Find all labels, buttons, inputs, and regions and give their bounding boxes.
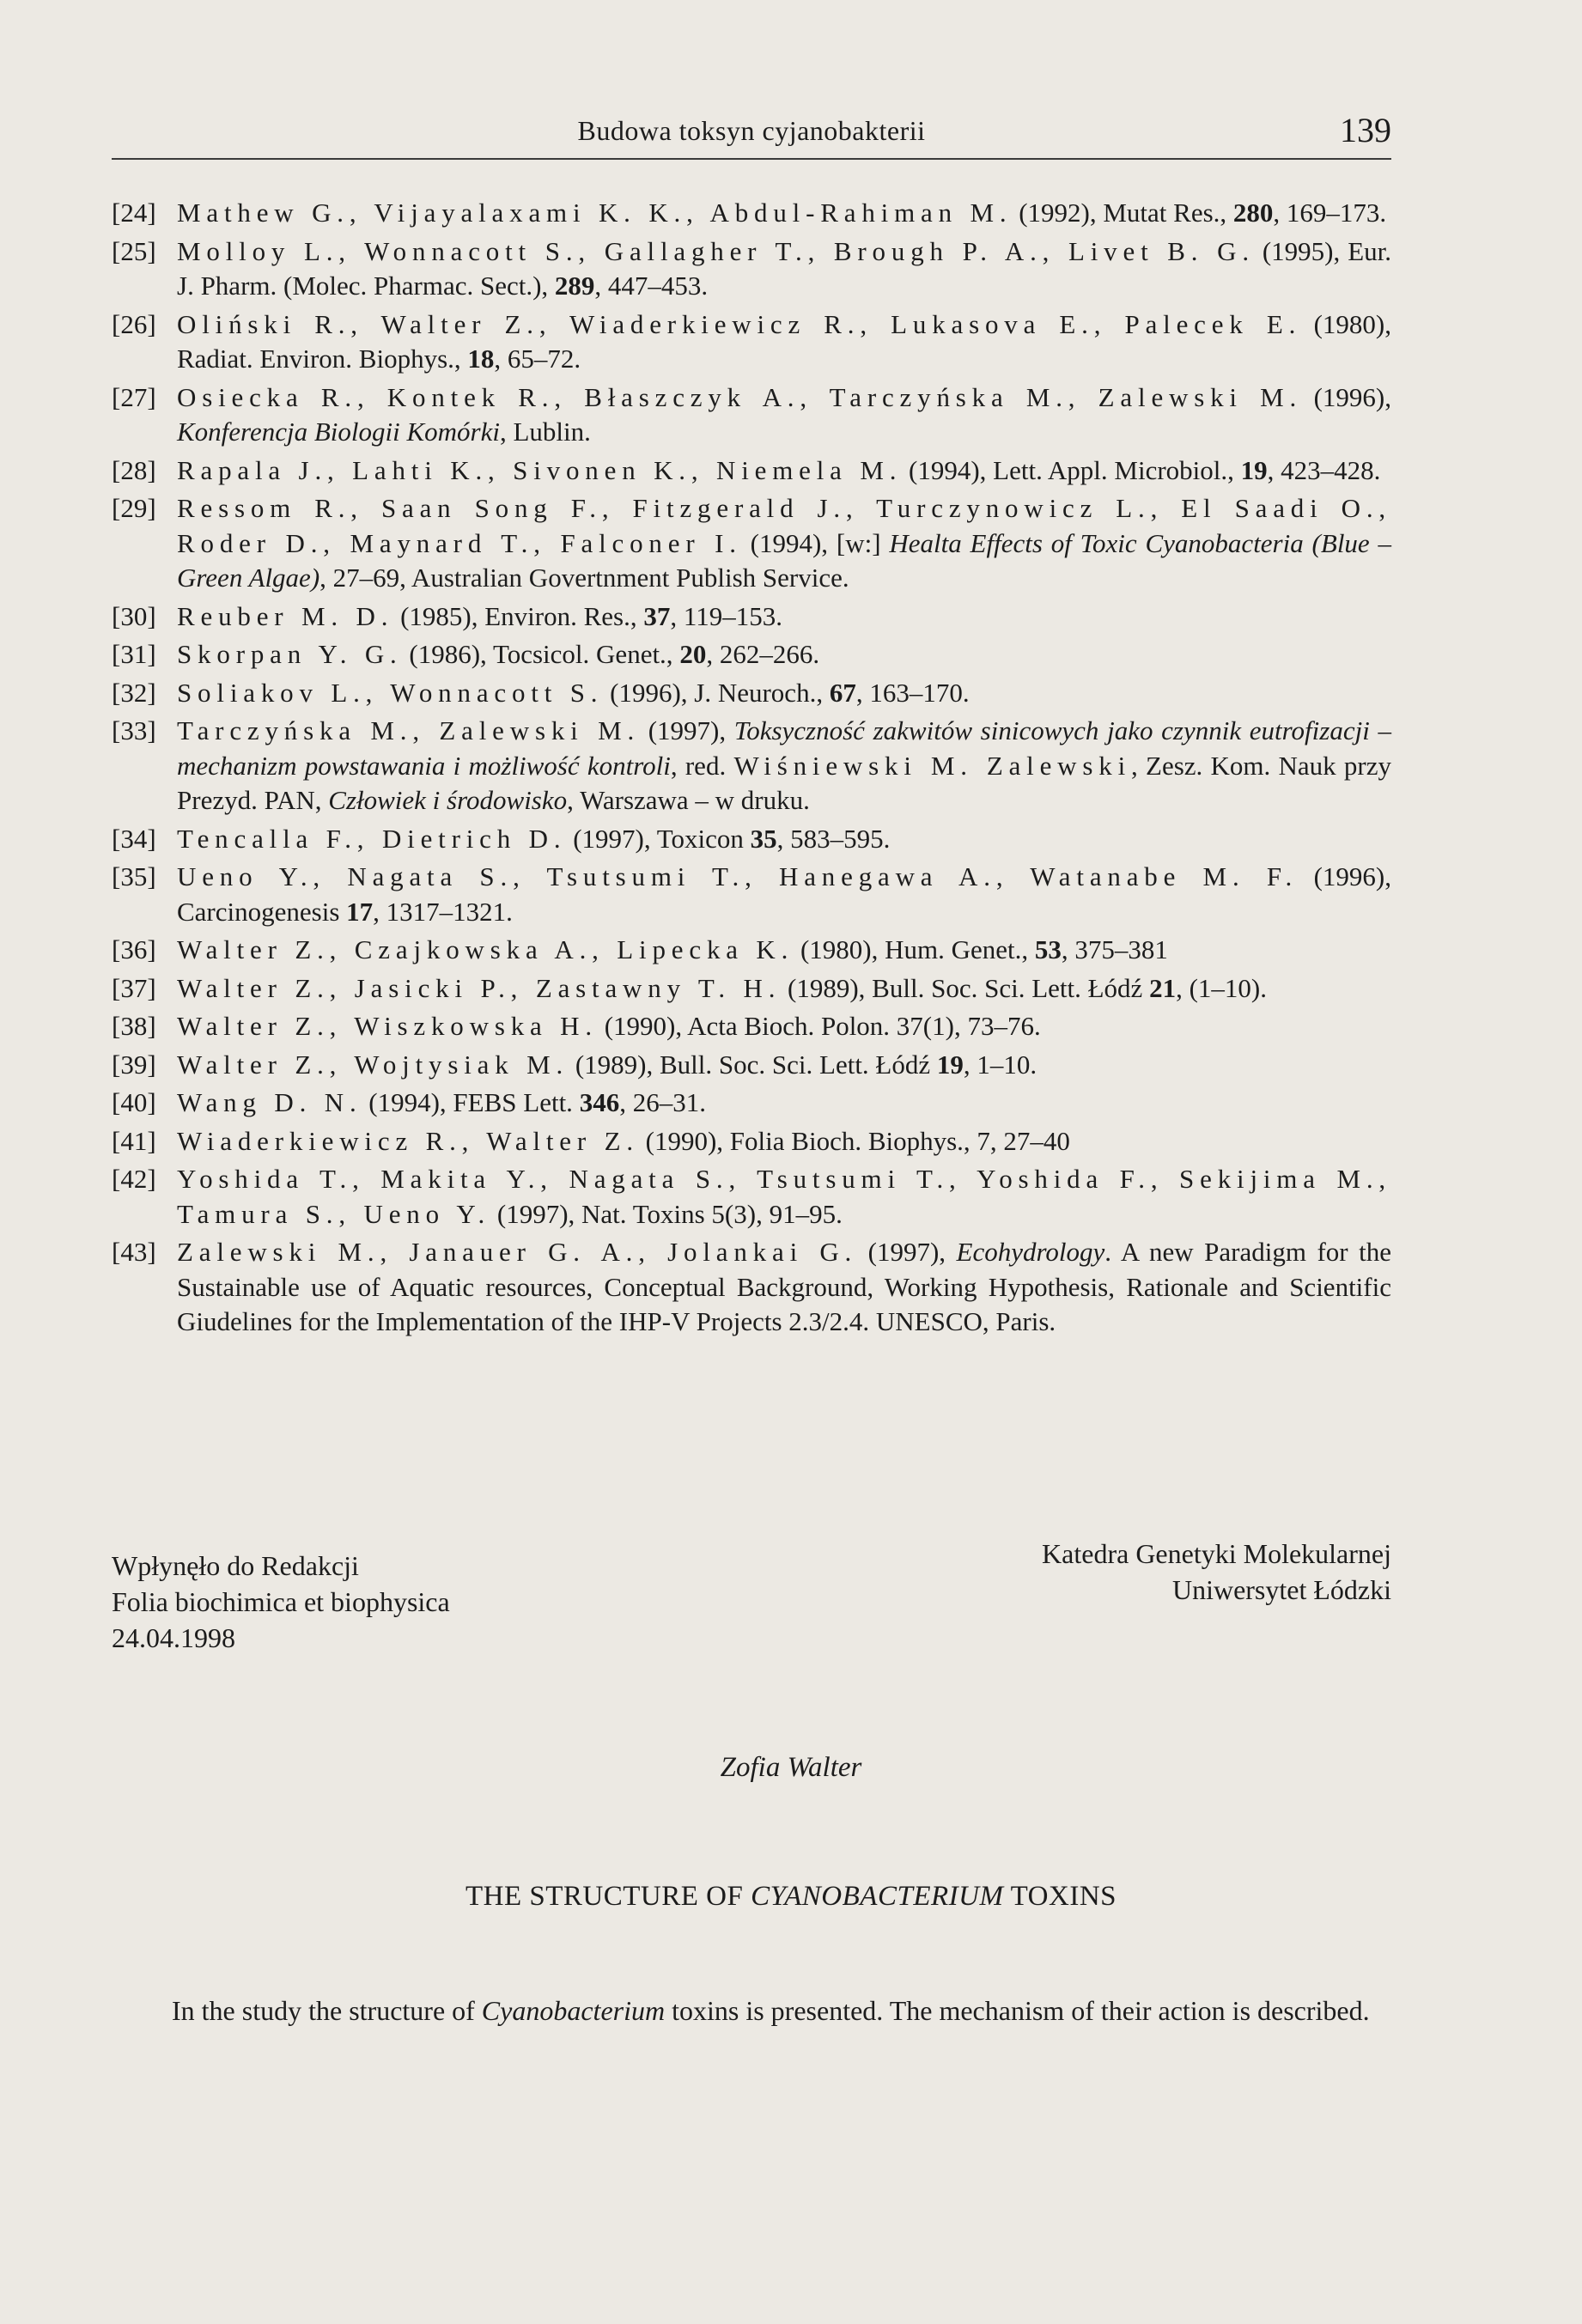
- reference-item: [112, 599, 1391, 635]
- reference-volume: 280: [1232, 198, 1274, 228]
- reference-number: [29]: [112, 493, 156, 523]
- reference-number: [42]: [112, 1164, 156, 1194]
- abstract-after: toxins is presented. The mechanism of their action is described.: [665, 1995, 1370, 2026]
- reference-text: , 119–153.: [670, 600, 782, 631]
- reference-item: [112, 933, 1391, 968]
- reference-text: , 423–428.: [1267, 454, 1381, 485]
- reference-number: [27]: [112, 381, 156, 412]
- reference-authors: Walter Z., Jasicki P., Zastawny T. H.: [177, 972, 782, 1003]
- author-name: Zofia Walter: [720, 1752, 862, 1783]
- reference-number: [39]: [112, 1049, 156, 1080]
- reference-text: , 1317–1321.: [373, 896, 513, 927]
- reference-number: [30]: [112, 600, 156, 631]
- reference-volume: 53: [1034, 934, 1062, 964]
- reference-volume: 289: [554, 271, 595, 301]
- english-title: [0, 1881, 1582, 1913]
- english-title-before: THE STRUCTURE OF: [465, 1881, 751, 1912]
- reference-item: [112, 380, 1391, 450]
- reference-text: , 65–72.: [494, 344, 581, 374]
- reference-text: , Lublin.: [499, 417, 591, 447]
- reference-text: , 583–595.: [776, 823, 891, 854]
- reference-number: [40]: [112, 1087, 156, 1117]
- reference-authors: Molloy L., Wonnacott S., Gallagher T., Brough P. A., Livet B. G.: [177, 235, 1255, 266]
- reference-text: , 26–31.: [619, 1087, 706, 1117]
- reference-text: , 262–266.: [706, 639, 820, 669]
- reference-authors: Walter Z., Czajkowska A., Lipecka K.: [177, 934, 794, 964]
- reference-authors: Wiśniewski M. Zalewski: [733, 750, 1132, 781]
- reference-text: (1992), Mutat Res.,: [1012, 198, 1233, 228]
- reference-item: [112, 860, 1391, 929]
- reference-text: , 1–10.: [963, 1049, 1037, 1080]
- reference-item: [112, 234, 1391, 304]
- english-title-italic: CYANOBACTERIUM: [751, 1881, 1004, 1912]
- reference-item: [112, 1162, 1391, 1232]
- reference-volume: 20: [679, 639, 707, 669]
- university-line: Uniwersytet Łódzki: [1171, 1574, 1391, 1605]
- reference-volume: 17: [346, 896, 374, 927]
- reference-text: , 27–69, Australian Govertnment Publish Service.: [319, 563, 849, 593]
- reference-italic-title: Człowiek i środowisko: [328, 785, 568, 815]
- reference-authors: Ressom R., Saan Song F., Fitzgerald J., Turczynowicz L., El Saadi O., Roder D., Maynard T., Falconer I.: [177, 493, 1391, 558]
- reference-text: (1994), FEBS Lett.: [362, 1087, 580, 1117]
- reference-italic-title: Ecohydrology: [956, 1237, 1105, 1267]
- reference-text: , red.: [670, 750, 734, 781]
- reference-item: [112, 491, 1391, 596]
- received-note: [112, 1548, 450, 1656]
- reference-authors: Rapala J., Lahti K., Sivonen K., Niemela M.: [177, 454, 903, 485]
- reference-volume: 19: [936, 1049, 964, 1080]
- reference-authors: Yoshida T., Makita Y., Nagata S., Tsutsumi T., Yoshida F., Sekijima M., Tamura S., Ueno Y.: [177, 1164, 1391, 1229]
- reference-text: (1989), Bull. Soc. Sci. Lett. Łódź: [781, 972, 1150, 1003]
- reference-text: . A new Paradigm for the Sustainable use of Aquatic resources, Conceptual Background, Working Hypothesis, Rationale and Scientific Giudelines for the Implementation of the IHP-V Projects 2.3/2.4. UNESCO, Paris.: [177, 1237, 1391, 1336]
- reference-number: [38]: [112, 1011, 156, 1041]
- reference-item: [112, 676, 1391, 711]
- reference-item: [112, 1009, 1391, 1044]
- abstract-before: In the study the structure of: [172, 1995, 482, 2026]
- reference-authors: Reuber M. D.: [177, 600, 394, 631]
- reference-number: [33]: [112, 715, 156, 745]
- reference-number: [37]: [112, 972, 156, 1003]
- department-line: Katedra Genetyki Molekularnej: [1042, 1538, 1391, 1569]
- reference-authors: Ueno Y., Nagata S., Tsutsumi T., Hanegawa A., Watanabe M. F.: [177, 861, 1299, 891]
- reference-number: [31]: [112, 639, 156, 669]
- journal-line: Folia biochimica et biophysica: [112, 1586, 450, 1617]
- received-line: Wpłynęło do Redakcji: [112, 1550, 359, 1581]
- reference-number: [34]: [112, 823, 156, 854]
- reference-text: (1997), Nat. Toxins 5(3), 91–95.: [490, 1198, 843, 1229]
- reference-text: (1997),: [640, 715, 734, 745]
- received-date: 24.04.1998: [112, 1622, 235, 1653]
- abstract-italic: Cyanobacterium: [481, 1995, 666, 2026]
- reference-authors: Tencalla F., Dietrich D.: [177, 823, 567, 854]
- reference-number: [35]: [112, 861, 156, 891]
- reference-text: (1995), Eur. J. Pharm. (Molec. Pharmac. Sect.),: [177, 235, 1391, 301]
- reference-text: (1990), Acta Bioch. Polon. 37(1), 73–76.: [597, 1011, 1041, 1041]
- reference-authors: Wang D. N.: [177, 1087, 362, 1117]
- reference-text: , 447–453.: [594, 271, 709, 301]
- reference-authors: Osiecka R., Kontek R., Błaszczyk A., Tarczyńska M., Zalewski M.: [177, 381, 1303, 412]
- reference-number: [36]: [112, 934, 156, 964]
- abstract: [112, 1992, 1391, 2029]
- reference-authors: Walter Z., Wiszkowska H.: [177, 1011, 598, 1041]
- reference-text: (1994), Lett. Appl. Microbiol.,: [902, 454, 1241, 485]
- reference-authors: Zalewski M., Janauer G. A., Jolankai G.: [177, 1237, 858, 1267]
- reference-volume: 37: [643, 600, 671, 631]
- reference-text: , 169–173.: [1273, 198, 1387, 228]
- reference-volume: 35: [750, 823, 777, 854]
- reference-authors: Walter Z., Wojtysiak M.: [177, 1049, 569, 1080]
- reference-volume: 18: [467, 344, 495, 374]
- reference-volume: 346: [579, 1087, 620, 1117]
- reference-item: [112, 637, 1391, 672]
- reference-number: [24]: [112, 198, 156, 228]
- page-number: 139: [1340, 111, 1391, 149]
- reference-text: (1996), Carcinogenesis: [177, 861, 1391, 927]
- reference-number: [32]: [112, 677, 156, 708]
- reference-item: [112, 714, 1391, 818]
- reference-text: (1996), J. Neuroch.,: [603, 677, 830, 708]
- reference-text: (1990), Folia Bioch. Biophys., 7, 27–40: [638, 1125, 1070, 1156]
- reference-text: , Warszawa – w druku.: [567, 785, 810, 815]
- running-title: Budowa toksyn cyjanobakterii: [577, 115, 926, 146]
- reference-text: , 163–170.: [855, 677, 970, 708]
- reference-text: (1994), [w:]: [741, 527, 890, 558]
- reference-item: [112, 822, 1391, 857]
- reference-number: [41]: [112, 1125, 156, 1156]
- affiliation: [1042, 1536, 1391, 1608]
- reference-italic-title: Konferencja Biologii Komórki: [177, 417, 500, 447]
- reference-volume: 19: [1240, 454, 1268, 485]
- reference-text: (1985), Environ. Res.,: [393, 600, 644, 631]
- reference-authors: Skorpan Y. G.: [177, 639, 403, 669]
- reference-number: [43]: [112, 1237, 156, 1267]
- reference-italic-title: Healta Effects of Toxic Cyanobacteria (Blue – Green Algae): [177, 527, 1392, 593]
- reference-list: [112, 196, 1391, 1343]
- reference-text: (1997),: [857, 1237, 957, 1267]
- reference-text: , Zesz. Kom. Nauk przy Prezyd. PAN,: [177, 750, 1391, 815]
- reference-item: [112, 1124, 1391, 1159]
- reference-text: (1980), Radiat. Environ. Biophys.,: [177, 308, 1391, 374]
- reference-item: [112, 307, 1391, 377]
- reference-authors: Mathew G., Vijayalaxami K. K., Abdul-Rahiman M.: [177, 198, 1013, 228]
- reference-item: [112, 453, 1391, 489]
- reference-text: (1997), Toxicon: [566, 823, 751, 854]
- reference-text: (1996),: [1302, 381, 1391, 412]
- reference-item: [112, 1086, 1391, 1121]
- reference-authors: Oliński R., Walter Z., Wiaderkiewicz R., Lukasova E., Palecek E.: [177, 308, 1302, 339]
- reference-text: (1986), Tocsicol. Genet.,: [402, 639, 680, 669]
- reference-italic-title: Toksyczność zakwitów sinicowych jako czynnik eutrofizacji – mechanizm powstawania i możliwość kontroli: [177, 715, 1391, 781]
- english-title-after: TOXINS: [1003, 1881, 1117, 1912]
- reference-volume: 67: [829, 677, 856, 708]
- reference-authors: Soliakov L., Wonnacott S.: [177, 677, 604, 708]
- reference-volume: 21: [1149, 972, 1177, 1003]
- reference-number: [28]: [112, 454, 156, 485]
- reference-text: (1989), Bull. Soc. Sci. Lett. Łódź: [569, 1049, 937, 1080]
- reference-authors: Wiaderkiewicz R., Walter Z.: [177, 1125, 639, 1156]
- reference-authors: Tarczyńska M., Zalewski M.: [177, 715, 641, 745]
- reference-number: [25]: [112, 235, 156, 266]
- reference-number: [26]: [112, 308, 156, 339]
- reference-text: , 375–381: [1061, 934, 1168, 964]
- reference-item: [112, 971, 1391, 1007]
- page-header: [112, 110, 1391, 160]
- reference-item: [112, 1235, 1391, 1340]
- reference-text: , (1–10).: [1176, 972, 1267, 1003]
- reference-item: [112, 1048, 1391, 1083]
- reference-item: [112, 196, 1391, 231]
- reference-text: (1980), Hum. Genet.,: [794, 934, 1035, 964]
